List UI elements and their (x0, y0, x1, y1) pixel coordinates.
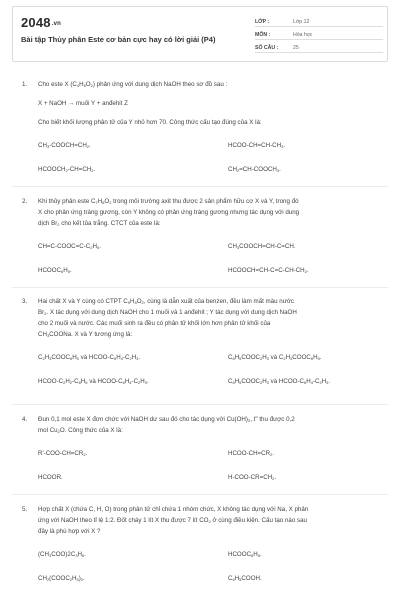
question-text (38, 414, 382, 436)
answer-option[interactable]: HCOO-$C_2H_2-C_6H_5$ và HCOO-$C_6H_4-C_2H_3$. (38, 378, 149, 385)
answer-option[interactable]: $(CH_3COO)2C_3H_6$. (38, 551, 86, 558)
question-line: $Br_2$. X tác dụng với dung dịch NaOH cho 1 muối và 1 anđehit ; Y tác dụng với dung dịch NaOH (38, 309, 297, 316)
answer-options (38, 448, 382, 496)
document-title: Bài tập Thủy phân Este cơ bản cực hay có lời giải (P4) (21, 35, 216, 44)
answer-option[interactable]: HCOO-$CH=CR_2$. (228, 450, 275, 457)
meta-row-subject (255, 27, 383, 40)
question-number: 5. (22, 506, 28, 513)
answer-options (38, 549, 382, 597)
answer-option[interactable]: $H-COO-CR=CH_2$. (228, 474, 277, 481)
question-line: Đun 0,1 mol este X đơn chức với NaOH dư sau đó cho tác dụng với $Cu(OH)_2$, $t^o$ thu được 0,2 (38, 414, 295, 423)
document-header (12, 6, 388, 62)
question-text (38, 504, 382, 537)
answer-option[interactable]: $CH_3COOCH=CH-C=CH$. (228, 243, 296, 250)
meta-label: LỚP : (255, 19, 270, 25)
answer-option[interactable]: $C_6H_5COOH$. (228, 575, 262, 582)
answer-option[interactable]: $CH_2=CH-COOCH_3$. (228, 166, 281, 173)
question-number: 4. (22, 416, 28, 423)
question-line: ứng với NaOH theo tỉ lệ 1:2. Đốt cháy 1 lít X thu được 7 lít $CO_2$ ở cùng điều kiện. Cấu tạo nào sau (38, 517, 307, 524)
answer-option[interactable]: HCOO-$CH=CH-CH_3$. (228, 142, 286, 149)
question-4 (22, 414, 382, 496)
answer-option[interactable]: $HCOOCH_2-CH=CH_2$. (38, 166, 96, 173)
logo-suffix: .vn (51, 20, 62, 27)
question-line: Hai chất X và Y cùng có CTPT $C_9H_8O_2$, cùng là dẫn xuất của benzen, đều làm mất màu nước (38, 298, 295, 305)
meta-value: Hóa học (293, 32, 313, 38)
answer-option[interactable]: $C_6H_5COOC_2H_3$ và $C_2H_3COOC_6H_5$. (228, 354, 322, 361)
question-line: X + NaOH → muối Y + anđehit Z (38, 100, 128, 107)
answer-option[interactable]: $HCOOCH=CH-C=C-CH-CH_2$. (228, 267, 309, 274)
answer-option[interactable]: $C_2H_3COOC_6H_5$ và HCOO-$C_6H_4-C_2H_3$. (38, 354, 141, 361)
question-number: 1. (22, 81, 28, 88)
meta-label: SỐ CÂU : (255, 45, 279, 51)
answer-option[interactable]: $C_6H_5COOC_2H_3$ và HCOO-$C_6H_4-C_2H_3$. (228, 378, 331, 385)
site-logo[interactable] (21, 15, 61, 30)
question-line: dịch $Br_2$ cho kết tủa trắng. CTCT của este là: (38, 220, 161, 227)
meta-label: MÔN : (255, 32, 271, 38)
meta-value: Lớp 12 (293, 19, 310, 25)
question-divider (12, 494, 388, 495)
meta-row-count (255, 40, 383, 53)
logo-text: 2048 (21, 15, 51, 30)
question-text (38, 79, 382, 128)
document-meta (255, 14, 383, 53)
question-divider (12, 404, 388, 405)
question-text (38, 296, 382, 340)
answer-option[interactable]: $R'-COO-CH=CR_2$. (38, 450, 88, 457)
question-5 (22, 504, 382, 597)
question-number: 3. (22, 298, 28, 305)
answer-options (38, 352, 382, 400)
answer-option[interactable]: $HCOOC_6H_5$. (228, 551, 262, 558)
question-divider (12, 287, 388, 288)
question-line: X cho phản ứng tráng gương, còn Y không có phản ứng tráng gương nhưng tác dụng với dung (38, 209, 300, 216)
meta-row-class (255, 14, 383, 27)
question-line: Cho este X $(C_4H_6O_2)$ phản ứng với dung dịch NaOH theo sơ đồ sau : (38, 81, 228, 88)
answer-option[interactable]: $CH=C-COOC=C-C_2H_5$. (38, 243, 101, 250)
question-number: 2. (22, 198, 28, 205)
question-line: Hợp chất X (chứa C, H, O) trong phân tử chỉ chứa 1 nhóm chức, X không tác dụng với Na, X phản (38, 506, 309, 513)
answer-option[interactable]: $HCOOC_6H_5$. (38, 267, 72, 274)
question-line: đây là phù hợp với X ? (38, 528, 101, 535)
question-3 (22, 296, 382, 400)
answer-option[interactable]: $CH_2(COOC_2H_5)_2$. (38, 575, 85, 582)
question-line: Khi thủy phân este $C_7H_6O_2$ trong môi trường axit thu được 2 sản phẩm hữu cơ X và Y, trong đó (38, 198, 299, 205)
answer-option[interactable]: $CH_3-COOCH=CH_2$. (38, 142, 91, 149)
question-text (38, 196, 382, 229)
question-line: cho 2 muối và nước. Các muối sinh ra đều có phân tử khối lớn hơn phân tử khối của (38, 320, 271, 327)
meta-value: 25 (293, 45, 299, 51)
answer-option[interactable]: HCOOR. (38, 474, 63, 481)
question-2 (22, 196, 382, 289)
question-1 (22, 79, 382, 188)
question-divider (12, 186, 388, 187)
answer-options (38, 140, 382, 188)
question-line: $CH_3COONa$. X và Y tương ứng là: (38, 331, 133, 338)
question-line: mol $Cu_2O$. Công thức của X là: (38, 427, 123, 434)
answer-options (38, 241, 382, 289)
question-line: Cho biết khối lượng phân tử của Y nhỏ hơn 70. Công thức cấu tạo đúng của X là: (38, 119, 262, 126)
